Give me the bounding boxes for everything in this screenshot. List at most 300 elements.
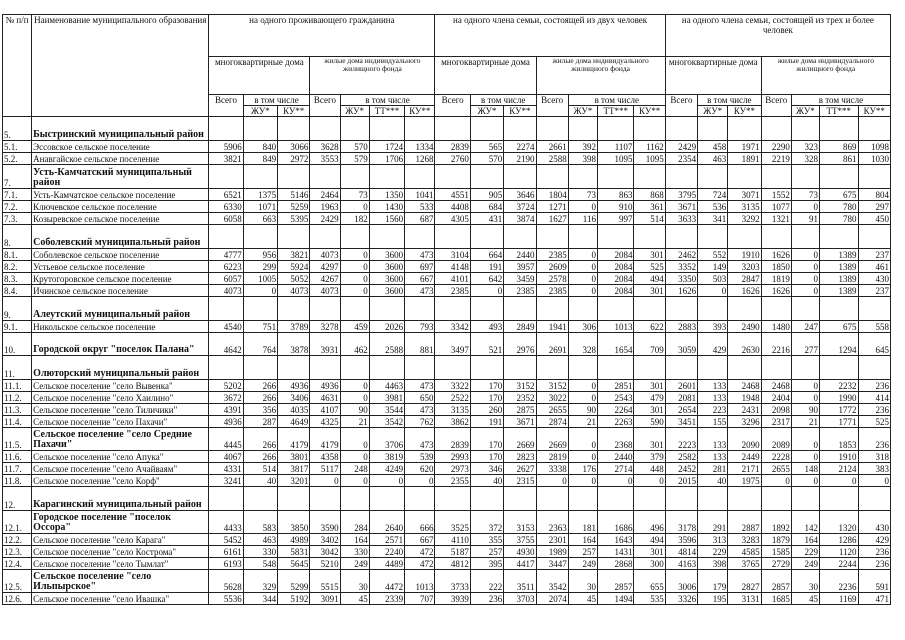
- value-cell: 249: [340, 558, 369, 570]
- group-row: [3, 297, 891, 321]
- value-cell: 1430: [369, 201, 404, 213]
- value-cell: 0: [568, 380, 597, 392]
- value-cell: 5259: [278, 201, 310, 213]
- value-cell: 675: [819, 189, 858, 201]
- value-cell: 2355: [435, 475, 470, 487]
- value-cell: 318: [858, 451, 890, 463]
- value-cell: 4930: [504, 546, 536, 558]
- header-zhu: ЖУ*: [470, 106, 503, 117]
- value-cell: 3544: [369, 404, 404, 416]
- value-cell: 266: [243, 428, 277, 451]
- empty-cell: [536, 225, 568, 249]
- value-cell: 570: [340, 141, 369, 153]
- empty-cell: [470, 117, 503, 141]
- value-cell: 393: [698, 321, 728, 333]
- value-cell: 2081: [665, 392, 697, 404]
- value-cell: 2098: [761, 404, 791, 416]
- value-cell: 4148: [435, 261, 470, 273]
- value-cell: 266: [243, 451, 277, 463]
- value-cell: 2429: [665, 141, 697, 153]
- group-row: [3, 165, 891, 189]
- value-cell: 1389: [819, 249, 858, 261]
- value-cell: 4585: [728, 546, 761, 558]
- header-private: жилые дома индивидуального жилищного фонда: [536, 57, 665, 95]
- value-cell: 2264: [597, 404, 633, 416]
- group-row: [3, 225, 891, 249]
- value-cell: 2190: [504, 153, 536, 165]
- value-cell: 4472: [369, 570, 404, 593]
- value-cell: 223: [698, 404, 728, 416]
- empty-cell: [761, 117, 791, 141]
- value-cell: 3152: [504, 380, 536, 392]
- value-cell: 3724: [504, 201, 536, 213]
- value-cell: 372: [470, 511, 503, 534]
- value-cell: 91: [791, 213, 819, 225]
- value-cell: 346: [470, 463, 503, 475]
- value-cell: 4540: [209, 321, 243, 333]
- value-cell: 4305: [435, 213, 470, 225]
- value-cell: 2084: [597, 285, 633, 297]
- header-zhu: ЖУ*: [340, 106, 369, 117]
- value-cell: 3241: [209, 475, 243, 487]
- value-cell: 6521: [209, 189, 243, 201]
- row-number: 5.2.: [3, 153, 32, 165]
- value-cell: 1560: [369, 213, 404, 225]
- value-cell: 2317: [761, 416, 791, 428]
- row-name: Быстринский муниципальный район: [32, 117, 209, 141]
- value-cell: 1971: [728, 141, 761, 153]
- empty-cell: [340, 297, 369, 321]
- value-cell: 329: [243, 570, 277, 593]
- table-row: [3, 213, 891, 225]
- value-cell: 552: [698, 249, 728, 261]
- value-cell: 3201: [278, 475, 310, 487]
- value-cell: 667: [405, 273, 435, 285]
- value-cell: 1375: [243, 189, 277, 201]
- value-cell: 2026: [369, 321, 404, 333]
- value-cell: 1389: [819, 273, 858, 285]
- value-cell: 2661: [536, 141, 568, 153]
- value-cell: 0: [698, 285, 728, 297]
- empty-cell: [536, 165, 568, 189]
- value-cell: 2440: [597, 451, 633, 463]
- value-cell: 2851: [597, 380, 633, 392]
- value-cell: 3447: [536, 558, 568, 570]
- row-number: 11.: [3, 356, 32, 380]
- value-cell: 2452: [665, 463, 697, 475]
- value-cell: 2887: [728, 511, 761, 534]
- value-cell: 2839: [435, 428, 470, 451]
- row-name: Соболевское сельское поселение: [32, 249, 209, 261]
- empty-cell: [665, 165, 697, 189]
- value-cell: 2655: [536, 404, 568, 416]
- value-cell: 503: [698, 273, 728, 285]
- value-cell: 330: [340, 546, 369, 558]
- row-number: 12.4.: [3, 558, 32, 570]
- value-cell: 868: [634, 189, 665, 201]
- value-cell: 570: [470, 153, 503, 165]
- value-cell: 2972: [278, 153, 310, 165]
- row-number: 10.: [3, 333, 32, 356]
- empty-cell: [698, 487, 728, 511]
- value-cell: 0: [243, 285, 277, 297]
- value-cell: 236: [858, 380, 890, 392]
- empty-cell: [568, 165, 597, 189]
- empty-cell: [819, 297, 858, 321]
- empty-cell: [435, 487, 470, 511]
- empty-cell: [536, 356, 568, 380]
- value-cell: 2468: [761, 380, 791, 392]
- value-cell: 3600: [369, 261, 404, 273]
- value-cell: 2301: [536, 534, 568, 546]
- row-number: 11.1.: [3, 380, 32, 392]
- value-cell: 3874: [504, 213, 536, 225]
- header-incl: в том числе: [470, 95, 536, 106]
- value-cell: 237: [858, 285, 890, 297]
- value-cell: 1077: [761, 201, 791, 213]
- value-cell: 2760: [435, 153, 470, 165]
- value-cell: 4408: [435, 201, 470, 213]
- row-number: 7.1.: [3, 189, 32, 201]
- header-incl: в том числе: [791, 95, 890, 106]
- value-cell: 170: [470, 392, 503, 404]
- value-cell: 0: [405, 475, 435, 487]
- value-cell: 4812: [435, 558, 470, 570]
- value-cell: 0: [761, 475, 791, 487]
- value-cell: 2240: [369, 546, 404, 558]
- value-cell: 1724: [369, 141, 404, 153]
- value-cell: 4391: [209, 404, 243, 416]
- value-cell: 328: [568, 333, 597, 356]
- value-cell: 4936: [278, 380, 310, 392]
- value-cell: 0: [791, 249, 819, 261]
- value-cell: 341: [698, 213, 728, 225]
- row-name: Сельское поселение "село Вывенка": [32, 380, 209, 392]
- row-name: Сельское поселение "село Ильпырское": [32, 570, 209, 593]
- value-cell: 4989: [278, 534, 310, 546]
- value-cell: 583: [243, 511, 277, 534]
- table-row: [3, 333, 891, 356]
- value-cell: 2274: [504, 141, 536, 153]
- value-cell: 3633: [665, 213, 697, 225]
- empty-cell: [369, 225, 404, 249]
- value-cell: 429: [858, 534, 890, 546]
- value-cell: 5924: [278, 261, 310, 273]
- value-cell: 6057: [209, 273, 243, 285]
- empty-cell: [728, 297, 761, 321]
- value-cell: 2124: [819, 463, 858, 475]
- table-row: [3, 570, 891, 593]
- value-cell: 3278: [310, 321, 340, 333]
- value-cell: 1585: [761, 546, 791, 558]
- value-cell: 493: [470, 321, 503, 333]
- row-name: Усть-Камчатское сельское поселение: [32, 189, 209, 201]
- value-cell: 45: [568, 593, 597, 605]
- value-cell: 1005: [243, 273, 277, 285]
- value-cell: 0: [340, 451, 369, 463]
- empty-cell: [536, 117, 568, 141]
- value-cell: 5395: [278, 213, 310, 225]
- empty-cell: [369, 165, 404, 189]
- empty-cell: [435, 356, 470, 380]
- value-cell: 3703: [504, 593, 536, 605]
- empty-cell: [819, 117, 858, 141]
- value-cell: 539: [405, 451, 435, 463]
- empty-cell: [243, 117, 277, 141]
- value-cell: 3042: [310, 546, 340, 558]
- value-cell: 0: [340, 261, 369, 273]
- value-cell: 1804: [536, 189, 568, 201]
- value-cell: 229: [698, 546, 728, 558]
- empty-cell: [568, 225, 597, 249]
- row-number: 12.3.: [3, 546, 32, 558]
- value-cell: 4489: [369, 558, 404, 570]
- value-cell: 1989: [536, 546, 568, 558]
- value-cell: 5515: [310, 570, 340, 593]
- value-cell: 0: [791, 451, 819, 463]
- row-number: 7.2.: [3, 201, 32, 213]
- value-cell: 450: [858, 213, 890, 225]
- value-cell: 2385: [536, 249, 568, 261]
- value-cell: 496: [634, 511, 665, 534]
- value-cell: 90: [568, 404, 597, 416]
- empty-cell: [665, 487, 697, 511]
- value-cell: 650: [405, 392, 435, 404]
- value-cell: 3071: [728, 189, 761, 201]
- empty-cell: [597, 356, 633, 380]
- value-cell: 1626: [761, 285, 791, 297]
- value-cell: 4179: [278, 428, 310, 451]
- value-cell: 170: [470, 428, 503, 451]
- row-number: 5.1.: [3, 141, 32, 153]
- empty-cell: [698, 356, 728, 380]
- row-number: 12.1.: [3, 511, 32, 534]
- value-cell: 0: [858, 475, 890, 487]
- value-cell: 164: [791, 534, 819, 546]
- empty-cell: [209, 165, 243, 189]
- value-cell: 323: [791, 141, 819, 153]
- value-cell: 181: [568, 511, 597, 534]
- header-total: Всего: [536, 95, 568, 117]
- empty-cell: [310, 487, 340, 511]
- empty-cell: [405, 165, 435, 189]
- row-name: Ключевское сельское поселение: [32, 201, 209, 213]
- row-number: 11.7.: [3, 463, 32, 475]
- empty-cell: [858, 225, 890, 249]
- value-cell: 164: [340, 534, 369, 546]
- value-cell: 3135: [728, 201, 761, 213]
- table-row: [3, 416, 891, 428]
- header-ku: КУ**: [858, 106, 890, 117]
- value-cell: 1321: [761, 213, 791, 225]
- value-cell: 684: [470, 201, 503, 213]
- empty-cell: [597, 117, 633, 141]
- value-cell: 301: [634, 404, 665, 416]
- value-cell: 2219: [761, 153, 791, 165]
- value-cell: 910: [597, 201, 633, 213]
- empty-cell: [310, 225, 340, 249]
- value-cell: 0: [568, 249, 597, 261]
- row-number: 5.: [3, 117, 32, 141]
- value-cell: 0: [791, 475, 819, 487]
- value-cell: 4107: [310, 404, 340, 416]
- value-cell: 1910: [728, 249, 761, 261]
- header-fam3: на одного члена семьи, состоящей из трех и более человек: [665, 15, 890, 57]
- empty-cell: [405, 487, 435, 511]
- value-cell: 306: [568, 321, 597, 333]
- value-cell: 164: [568, 534, 597, 546]
- header-zhu: ЖУ*: [698, 106, 728, 117]
- row-number: 9.: [3, 297, 32, 321]
- empty-cell: [470, 165, 503, 189]
- value-cell: 0: [791, 261, 819, 273]
- table-row: [3, 189, 891, 201]
- empty-cell: [340, 225, 369, 249]
- value-cell: 155: [698, 416, 728, 428]
- value-cell: 997: [597, 213, 633, 225]
- value-cell: 849: [243, 153, 277, 165]
- empty-cell: [435, 117, 470, 141]
- value-cell: 249: [568, 558, 597, 570]
- row-name: Сельское поселение "село Кострома": [32, 546, 209, 558]
- value-cell: 2315: [504, 475, 536, 487]
- value-cell: 3789: [278, 321, 310, 333]
- row-number: 8.3.: [3, 273, 32, 285]
- value-cell: 840: [243, 141, 277, 153]
- header-incl: в том числе: [698, 95, 762, 106]
- value-cell: 3352: [665, 261, 697, 273]
- value-cell: 4325: [310, 416, 340, 428]
- value-cell: 361: [634, 201, 665, 213]
- value-cell: 2874: [536, 416, 568, 428]
- value-cell: 2543: [597, 392, 633, 404]
- value-cell: 0: [568, 273, 597, 285]
- table-row: [3, 451, 891, 463]
- value-cell: 793: [405, 321, 435, 333]
- value-cell: 301: [634, 249, 665, 261]
- value-cell: 548: [243, 558, 277, 570]
- value-cell: 3059: [665, 333, 697, 356]
- header-ku: КУ**: [634, 106, 665, 117]
- value-cell: 2868: [597, 558, 633, 570]
- empty-cell: [698, 117, 728, 141]
- value-cell: 2216: [761, 333, 791, 356]
- value-cell: 257: [568, 546, 597, 558]
- table-row: [3, 392, 891, 404]
- value-cell: 287: [243, 416, 277, 428]
- empty-cell: [278, 117, 310, 141]
- value-cell: 0: [819, 475, 858, 487]
- value-cell: 2074: [536, 593, 568, 605]
- value-cell: 3862: [435, 416, 470, 428]
- empty-cell: [310, 117, 340, 141]
- value-cell: 1320: [819, 511, 858, 534]
- empty-cell: [470, 487, 503, 511]
- value-cell: 2669: [536, 428, 568, 451]
- value-cell: 2588: [536, 153, 568, 165]
- value-cell: 2354: [665, 153, 697, 165]
- row-number: 7.: [3, 165, 32, 189]
- value-cell: 2429: [310, 213, 340, 225]
- empty-cell: [405, 117, 435, 141]
- value-cell: 4445: [209, 428, 243, 451]
- value-cell: 2849: [504, 321, 536, 333]
- value-cell: 2588: [369, 333, 404, 356]
- value-cell: 236: [858, 404, 890, 416]
- value-cell: 536: [698, 201, 728, 213]
- header-apt: многоквартирные дома: [435, 57, 536, 95]
- value-cell: 869: [819, 141, 858, 153]
- empty-cell: [243, 297, 277, 321]
- value-cell: 1771: [819, 416, 858, 428]
- table-row: [3, 285, 891, 297]
- value-cell: 1654: [597, 333, 633, 356]
- value-cell: 3600: [369, 285, 404, 297]
- value-cell: 179: [698, 570, 728, 593]
- value-cell: 133: [698, 428, 728, 451]
- value-cell: 0: [340, 201, 369, 213]
- value-cell: 2385: [504, 285, 536, 297]
- value-cell: 2578: [536, 273, 568, 285]
- value-cell: 90: [340, 404, 369, 416]
- value-cell: 1480: [761, 321, 791, 333]
- value-cell: 645: [858, 333, 890, 356]
- value-cell: 0: [536, 475, 568, 487]
- value-cell: 3451: [665, 416, 697, 428]
- value-cell: 620: [405, 463, 435, 475]
- value-cell: 5536: [209, 593, 243, 605]
- value-cell: 1552: [761, 189, 791, 201]
- value-cell: 195: [698, 593, 728, 605]
- value-cell: 2522: [435, 392, 470, 404]
- table-row: [3, 321, 891, 333]
- empty-cell: [728, 225, 761, 249]
- header-private: жилые дома индивидуального жилищного фонда: [310, 57, 435, 95]
- value-cell: 73: [340, 189, 369, 201]
- value-cell: 344: [243, 593, 277, 605]
- value-cell: 5187: [435, 546, 470, 558]
- value-cell: 0: [340, 285, 369, 297]
- table-row: [3, 404, 891, 416]
- value-cell: 4936: [310, 380, 340, 392]
- value-cell: 764: [243, 333, 277, 356]
- table-row: [3, 201, 891, 213]
- empty-cell: [597, 297, 633, 321]
- value-cell: 0: [791, 273, 819, 285]
- value-cell: 21: [568, 416, 597, 428]
- empty-cell: [536, 297, 568, 321]
- value-cell: 3135: [435, 404, 470, 416]
- row-name: Городской округ "поселок Палана": [32, 333, 209, 356]
- empty-cell: [369, 297, 404, 321]
- tariff-table-sheet: [2, 14, 891, 605]
- empty-cell: [536, 487, 568, 511]
- value-cell: 248: [340, 463, 369, 475]
- empty-cell: [243, 487, 277, 511]
- value-cell: 0: [310, 475, 340, 487]
- empty-cell: [858, 356, 890, 380]
- value-cell: 1294: [819, 333, 858, 356]
- value-cell: 4073: [278, 285, 310, 297]
- value-cell: 2236: [819, 570, 858, 593]
- value-cell: 149: [698, 261, 728, 273]
- value-cell: 3342: [435, 321, 470, 333]
- value-cell: 0: [791, 380, 819, 392]
- value-cell: 40: [698, 475, 728, 487]
- row-name: Сельское поселение "село Хаилино": [32, 392, 209, 404]
- value-cell: 40: [470, 475, 503, 487]
- value-cell: 379: [634, 451, 665, 463]
